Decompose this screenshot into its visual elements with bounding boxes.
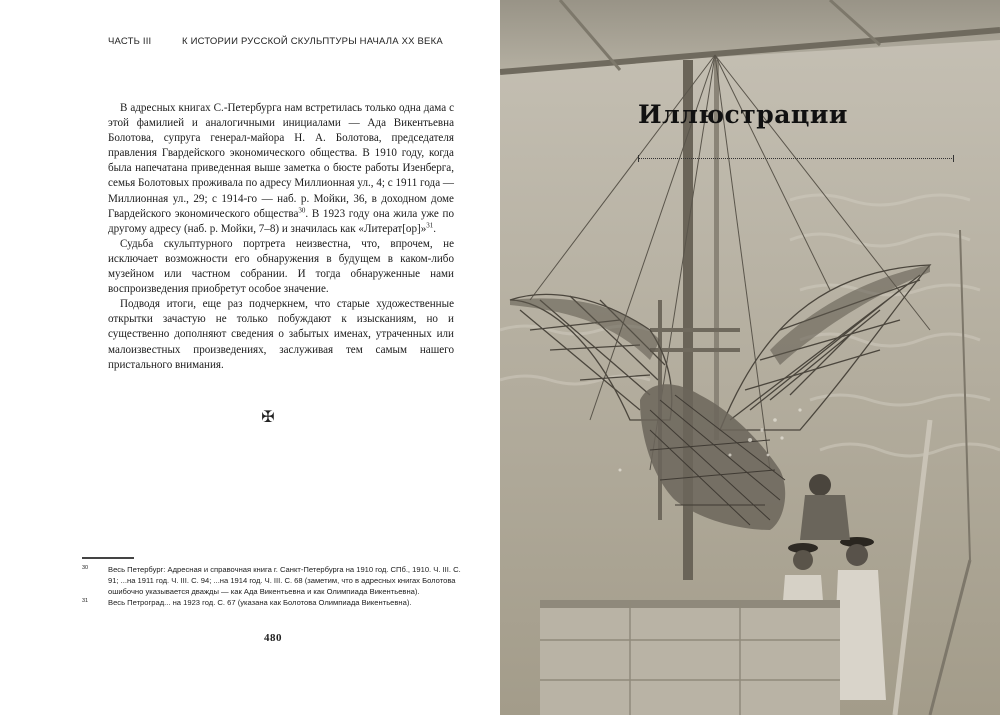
- running-head-title: К ИСТОРИИ РУССКОЙ СКУЛЬПТУРЫ НАЧАЛА XX ВЕКА: [182, 36, 443, 47]
- footnote-number: 30: [82, 565, 89, 571]
- footnote-rule: [82, 557, 134, 559]
- right-page: [500, 0, 1000, 715]
- title-dotted-rule: [638, 158, 954, 159]
- ornament-cross-icon: ✠: [261, 407, 275, 426]
- footnote-31: [82, 597, 462, 608]
- paragraph-1-part-a: В адресных книгах С.-Петербурга нам встретилась только одна дама с этой фамилией и аналогичными инициалами — Ада Викентьевна Болотова, супруга генерал-майора Н. А. Болотова, председателя правления Гвардейского экономического общества. В 1910 году, когда была напечатана приведенная выше заметка о бюсте работы Изенберга, семья Болотовых проживала по адресу Миллионная ул., 4; с 1911 года — Миллионная ул., 29; с 1914-го — наб. р. Мойки, 36, в доходном доме Гвардейского экономического общества: [108, 102, 454, 220]
- footnote-ref-31[interactable]: 31: [426, 221, 434, 230]
- paragraph-1-part-b: . В 1923 году она жила уже по другому адресу (наб. р. Мойки, 7–8) и значилась как «Литерат[ор]»: [108, 207, 455, 235]
- page-number: 480: [264, 632, 282, 644]
- body-text: [108, 101, 454, 373]
- footnote-ref-30[interactable]: 30: [298, 205, 306, 214]
- paragraph-2: Судьба скульптурного портрета неизвестна, что, впрочем, не исключает возможности его обнаружения в будущем в каком-либо музейном или частном собрании. И тогда обнаруженные нами воспроизведения приобретут особое значение.: [108, 237, 454, 296]
- footnote-30: [82, 564, 462, 597]
- paragraph-3: Подводя итоги, еще раз подчеркнем, что старые художественные открытки зачастую не только побуждают к изысканиям, но и существенно дополняют сведения о забытых именах, утраченных или малоизвестных произведениях, заслуживая тем самым нашего пристального внимания.: [108, 298, 454, 371]
- paragraph-1: [108, 101, 454, 237]
- footnote-text: Весь Петроград... на 1923 год. С. 67 (указана как Болотова Олимпиада Викентьевна).: [108, 598, 412, 607]
- footnotes: [82, 564, 462, 608]
- section-title: Иллюстрации: [638, 100, 848, 129]
- paragraph-1-part-c: .: [433, 222, 437, 235]
- running-head-part: ЧАСТЬ III: [108, 36, 152, 47]
- footnote-number: 31: [82, 598, 89, 604]
- footnote-text: Весь Петербург: Адресная и справочная книга г. Санкт-Петербурга на 1910 год. СПб., 1910. Ч. III. С. 91; ...на 1911 год. Ч. III. С. 94; ...на 1914 год. Ч. III. С. 68 (заметим, что в адресных книгах Болотова ошибочно указывается дважды — как Ада Викентьевна и как Олимпиада Викентьевна).: [108, 565, 461, 596]
